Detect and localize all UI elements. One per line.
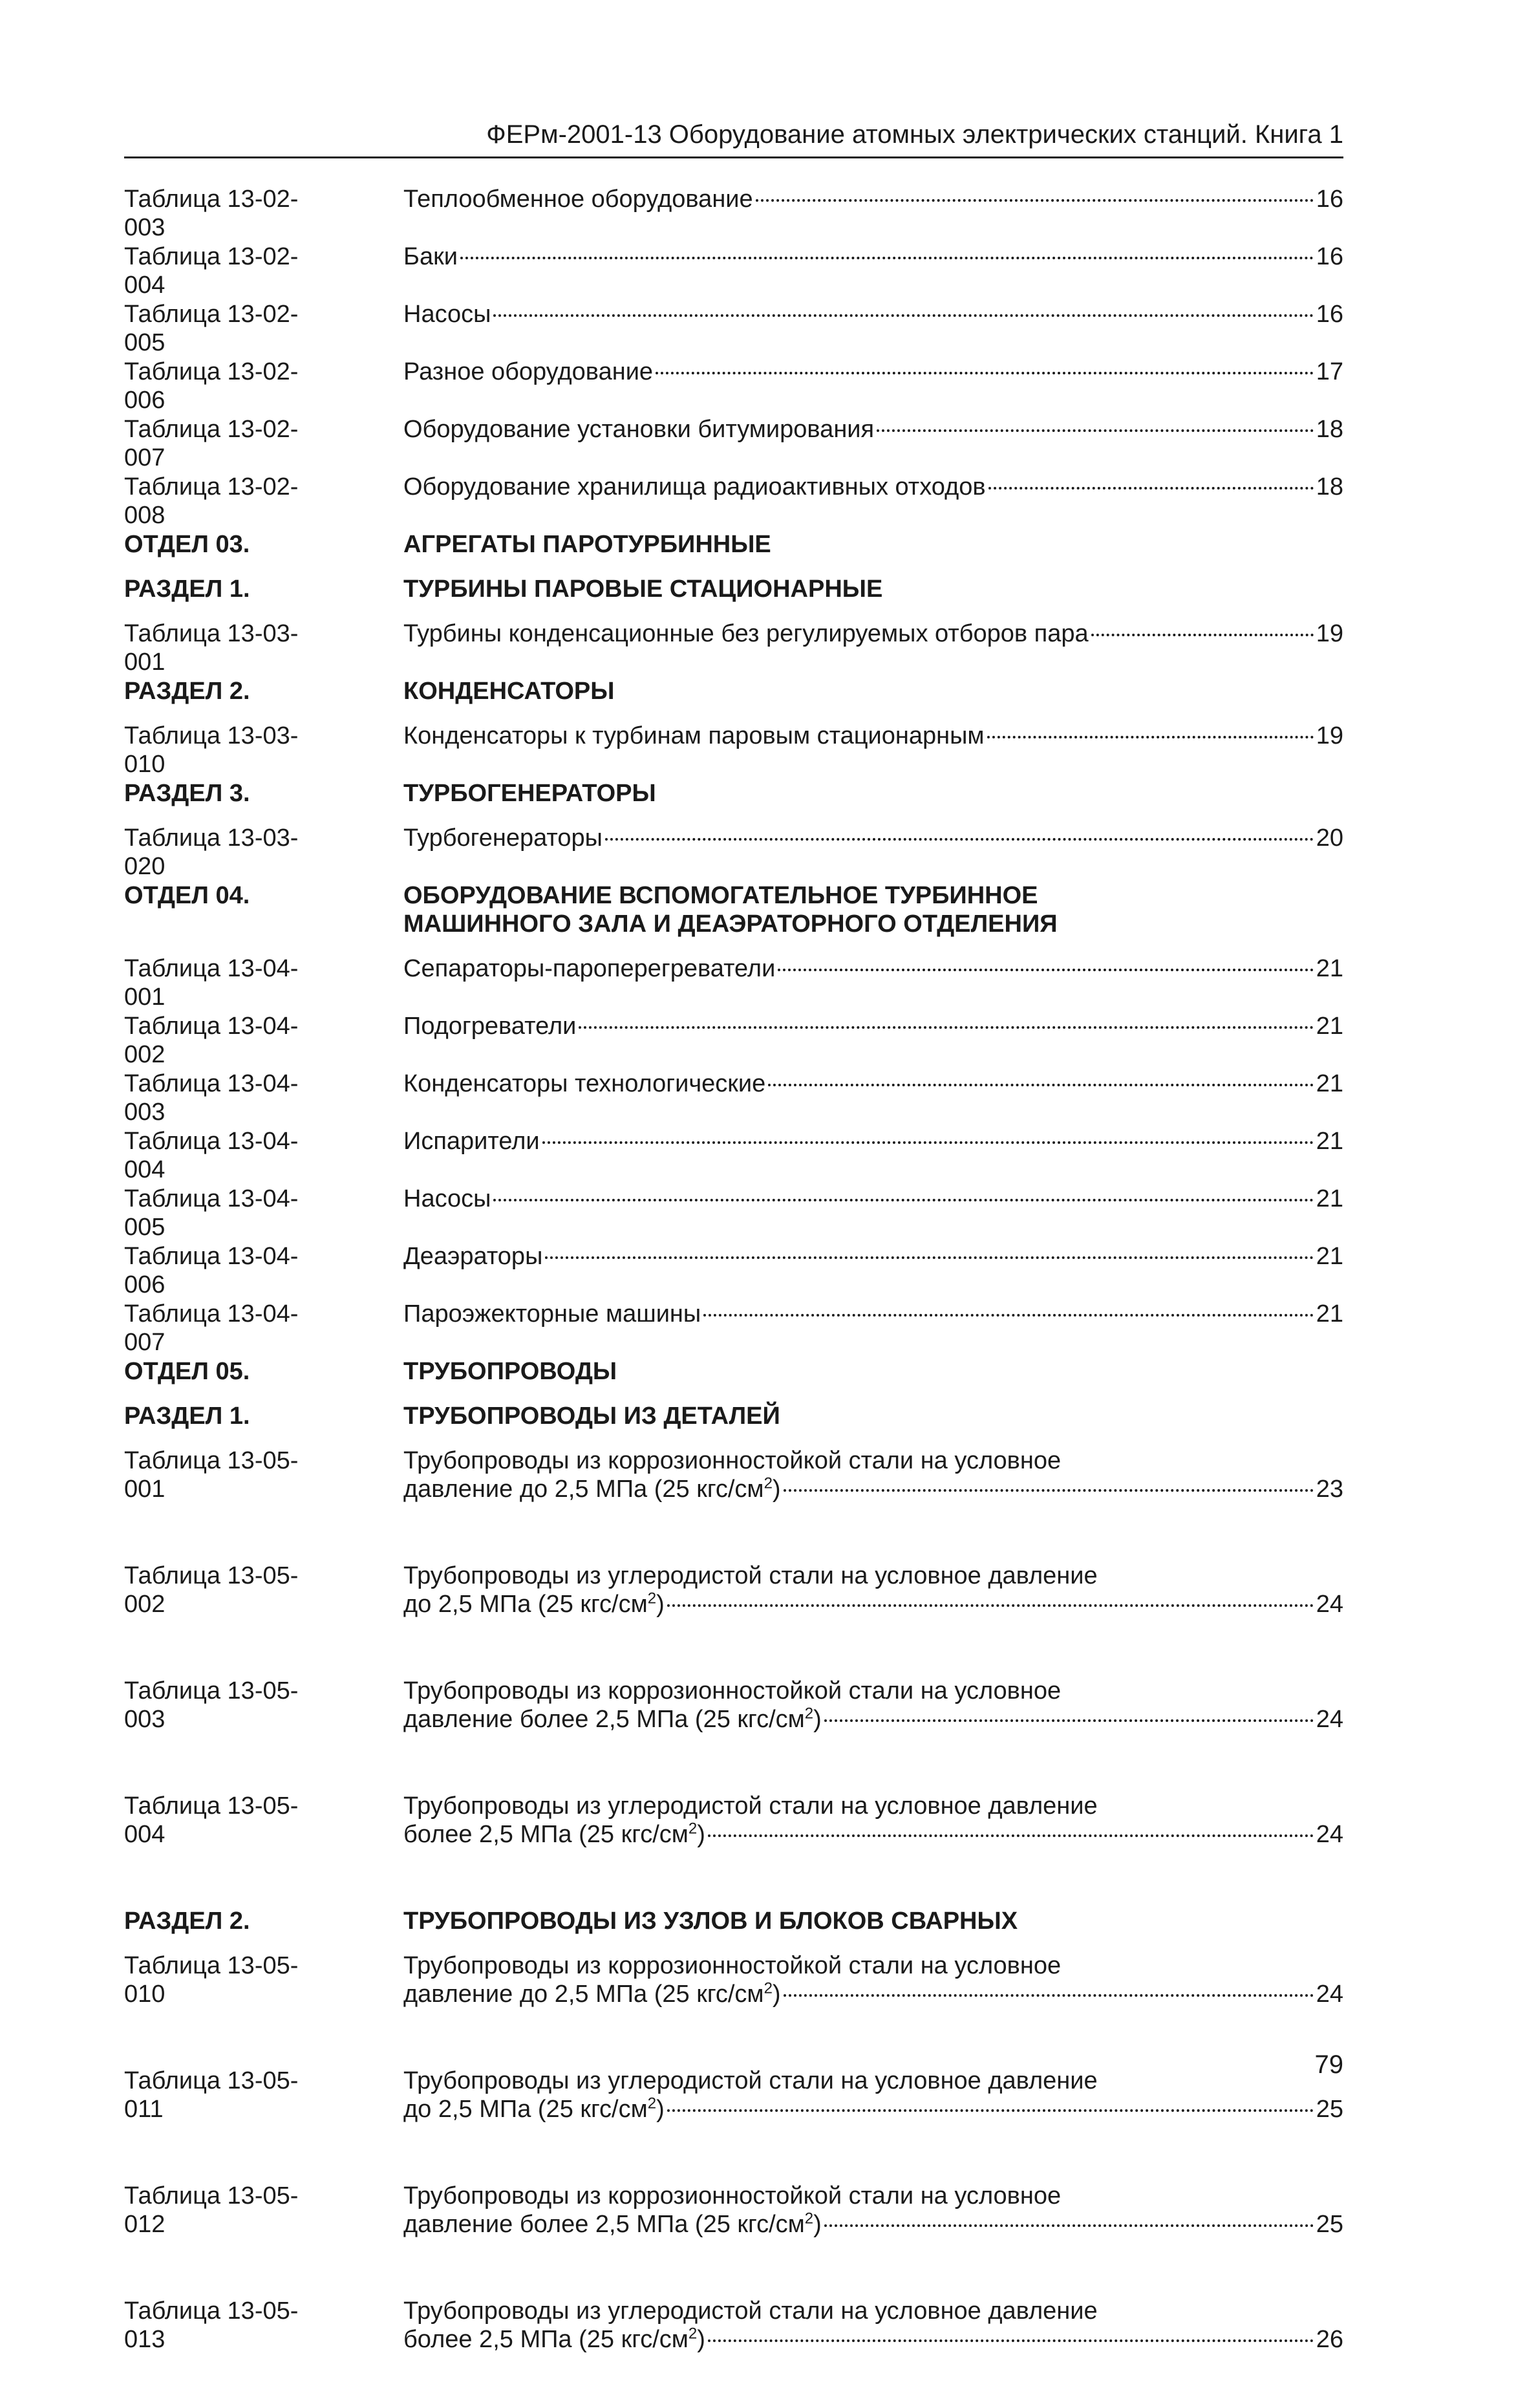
section-heading [124,526,1343,571]
entry-title-tail: ) [772,1476,781,1503]
toc-entry[interactable] [124,718,1343,778]
page-ref: 21 [1316,1013,1343,1040]
table-number: Таблица 13-04- 005 [124,1185,299,1241]
entry-title-line1: Трубопроводы из коррозионностойкой стали на условное [403,1952,1062,1979]
entry-title: Турбогенераторы [403,824,603,852]
entry-title-line1: Трубопроводы из коррозионностойкой стали на условное [403,1677,1062,1704]
page-ref: 21 [1316,955,1343,982]
dot-leader [784,1994,1314,1997]
page-ref: 21 [1316,1070,1343,1097]
section-title: ТУРБИНЫ ПАРОВЫЕ СТАЦИОНАРНЫЕ [403,575,883,603]
table-number: Таблица 13-03- 010 [124,722,299,778]
toc-entry[interactable] [124,1238,1343,1296]
dot-leader [703,1314,1314,1317]
table-number: Таблица 13-04- 006 [124,1243,299,1298]
page-ref: 18 [1316,416,1343,443]
table-number: Таблица 13-02- 008 [124,473,299,529]
entry-title: Разное оборудование [403,358,654,385]
table-number: Таблица 13-05- 001 [124,1447,299,1503]
section-heading [124,673,1343,718]
entry-title: Подогреватели [403,1013,577,1040]
page-ref: 16 [1316,243,1343,270]
table-number: Таблица 13-04- 001 [124,955,299,1011]
dot-leader [656,372,1314,374]
section-title: ТРУБОПРОВОДЫ ИЗ ДЕТАЛЕЙ [403,1403,780,1430]
entry-title-line1: Трубопроводы из углеродистой стали на условное давление [403,2297,1098,2325]
toc-entry[interactable] [124,1296,1343,1356]
toc-entry[interactable] [124,951,1343,1011]
superscript: 2 [688,2325,698,2343]
dot-leader [824,2224,1314,2227]
section-title: КОНДЕНСАТОРЫ [403,678,615,705]
toc-entry[interactable] [124,820,1343,880]
table-number: Таблица 13-02- 007 [124,416,299,471]
page-ref: 19 [1316,722,1343,749]
section-title: ТРУБОПРОВОДЫ ИЗ УЗЛОВ И БЛОКОВ СВАРНЫХ [403,1908,1018,1935]
entry-title-line2: до 2,5 МПа (25 кгс/см [403,1591,648,1618]
section-label: РАЗДЕЛ 3. [124,780,250,807]
entry-title-line2: давление более 2,5 МПа (25 кгс/см [403,2211,805,2238]
entry-title: Конденсаторы технологические [403,1070,766,1097]
toc-entry[interactable] [124,354,1343,414]
dot-leader [667,2109,1314,2112]
section-title: ТРУБОПРОВОДЫ [403,1358,617,1385]
page-ref: 25 [1316,2211,1343,2238]
section-title: ТУРБОГЕНЕРАТОРЫ [403,780,656,807]
dot-leader [1091,634,1314,636]
page-ref: 21 [1316,1128,1343,1155]
toc-entry[interactable] [124,469,1343,529]
page-number: 79 [1314,2050,1343,2079]
entry-title-line1: Трубопроводы из углеродистой стали на условное давление [403,2067,1098,2094]
entry-title-line2: давление до 2,5 МПа (25 кгс/см [403,1981,764,2008]
section-heading [124,1903,1343,1948]
superscript: 2 [804,2209,814,2228]
section-heading [124,775,1343,820]
table-number: Таблица 13-05- 002 [124,1562,299,1618]
toc-entry[interactable] [124,1008,1343,1066]
page-ref: 20 [1316,824,1343,852]
entry-title: Сепараторы-пароперегреватели [403,955,776,982]
superscript: 2 [647,2094,657,2112]
table-number: Таблица 13-04- 004 [124,1128,299,1183]
entry-title: Деаэраторы [403,1243,543,1270]
dot-leader [708,2339,1314,2342]
toc-entry[interactable] [124,1443,1343,1558]
entry-title: Конденсаторы к турбинам паровым стационарным [403,722,985,749]
dot-leader [460,257,1314,259]
entry-title-tail: ) [813,1706,822,1733]
toc-entry[interactable] [124,411,1343,469]
entry-title-tail: ) [656,2096,665,2123]
entry-title-line1: Трубопроводы из коррозионностойкой стали на условное [403,1447,1062,1474]
page-ref: 18 [1316,473,1343,500]
page-ref: 24 [1316,1706,1343,1733]
table-number: Таблица 13-05- 010 [124,1952,299,2008]
dot-leader [877,429,1314,432]
dot-leader [667,1604,1314,1607]
dot-leader [987,736,1314,738]
table-number: Таблица 13-02- 005 [124,301,299,356]
dot-leader [768,1084,1313,1086]
table-number: Таблица 13-04- 007 [124,1300,299,1356]
section-title: ОБОРУДОВАНИЕ ВСПОМОГАТЕЛЬНОЕ ТУРБИННОЕ МАШИННОГО ЗАЛА И ДЕАЭРАТОРНОГО ОТДЕЛЕНИЯ [403,882,1058,938]
page-ref: 24 [1316,1981,1343,2008]
entry-title-tail: ) [813,2211,822,2238]
page-ref: 21 [1316,1185,1343,1212]
page-ref: 24 [1316,1591,1343,1618]
dot-leader [605,838,1314,841]
dot-leader [708,1834,1314,1837]
entry-title: Баки [403,243,458,270]
toc-entry[interactable] [124,616,1343,676]
table-number: Таблица 13-05- 004 [124,1792,299,1848]
entry-title-line1: Трубопроводы из углеродистой стали на условное давление [403,1562,1098,1589]
toc-entry[interactable] [124,1066,1343,1126]
dot-leader [542,1141,1314,1144]
section-label: ОТДЕЛ 05. [124,1358,250,1385]
table-number: Таблица 13-02- 006 [124,358,299,414]
table-number: Таблица 13-05- 003 [124,1677,299,1733]
entry-title: Теплообменное оборудование [403,186,753,213]
dot-leader [545,1256,1313,1259]
dot-leader [778,969,1313,971]
section-label: РАЗДЕЛ 1. [124,575,250,603]
header-rule [124,156,1343,158]
page-ref: 16 [1316,186,1343,213]
page-ref: 17 [1316,358,1343,385]
section-label: РАЗДЕЛ 2. [124,678,250,705]
section-label: РАЗДЕЛ 1. [124,1403,250,1430]
toc-entry[interactable] [124,1181,1343,1241]
entry-title: Оборудование установки битумирования [403,416,875,443]
superscript: 2 [764,1474,773,1492]
toc-entry[interactable] [124,1673,1343,1788]
toc-entry[interactable] [124,1948,1343,2063]
table-number: Таблица 13-03- 020 [124,824,299,880]
entry-title: Испарители [403,1128,540,1155]
entry-title-line2: давление более 2,5 МПа (25 кгс/см [403,1706,805,1733]
dot-leader [988,487,1314,489]
section-heading [124,877,1343,951]
entry-title: Пароэжекторные машины [403,1300,701,1328]
toc-entry[interactable] [124,296,1343,354]
page-ref: 24 [1316,1821,1343,1848]
table-number: Таблица 13-05- 011 [124,2067,299,2123]
entry-title-tail: ) [656,1591,665,1618]
running-header: ФЕРм-2001-13 Оборудование атомных электрических станций. Книга 1 [486,120,1343,149]
entry-title-line2: более 2,5 МПа (25 кгс/см [403,2326,689,2353]
table-number: Таблица 13-02- 004 [124,243,299,299]
page-ref: 21 [1316,1300,1343,1328]
toc-entry[interactable] [124,2178,1343,2293]
dot-leader [756,199,1314,202]
toc-entry[interactable] [124,1788,1343,1903]
entry-title-line2: давление до 2,5 МПа (25 кгс/см [403,1476,764,1503]
dot-leader [493,314,1313,317]
page-ref: 21 [1316,1243,1343,1270]
section-heading [124,571,1343,616]
page-ref: 19 [1316,620,1343,647]
table-number: Таблица 13-05- 012 [124,2182,299,2238]
section-title: АГРЕГАТЫ ПАРОТУРБИННЫЕ [403,531,771,558]
entry-title-tail: ) [697,2326,705,2353]
dot-leader [579,1026,1313,1029]
dot-leader [784,1489,1314,1492]
toc-entry[interactable] [124,1558,1343,1673]
entry-title-tail: ) [697,1821,705,1848]
section-label: РАЗДЕЛ 2. [124,1908,250,1935]
entry-title: Насосы [403,1185,491,1212]
section-label: ОТДЕЛ 04. [124,882,250,909]
dot-leader [824,1719,1314,1722]
toc-entry[interactable] [124,181,1343,239]
table-number: Таблица 13-03- 001 [124,620,299,676]
page-ref: 26 [1316,2326,1343,2353]
entry-title: Оборудование хранилища радиоактивных отходов [403,473,986,500]
page-ref: 23 [1316,1476,1343,1503]
entry-title-line1: Трубопроводы из коррозионностойкой стали на условное [403,2182,1062,2209]
entry-title-line1: Трубопроводы из углеродистой стали на условное давление [403,1792,1098,1820]
entry-title: Насосы [403,301,491,328]
section-heading [124,1398,1343,1443]
table-number: Таблица 13-04- 002 [124,1013,299,1068]
section-heading [124,1353,1343,1398]
toc-entry[interactable] [124,2293,1343,2408]
superscript: 2 [647,1589,657,1607]
toc-entry[interactable] [124,239,1343,299]
superscript: 2 [804,1704,814,1723]
page-ref: 16 [1316,301,1343,328]
table-number: Таблица 13-04- 003 [124,1070,299,1126]
entry-title-line2: до 2,5 МПа (25 кгс/см [403,2096,648,2123]
table-number: Таблица 13-05- 013 [124,2297,299,2353]
entry-title-line2: более 2,5 МПа (25 кгс/см [403,1821,689,1848]
dot-leader [493,1199,1313,1201]
toc-entry[interactable] [124,1123,1343,1181]
superscript: 2 [764,1979,773,1997]
table-number: Таблица 13-02- 003 [124,186,299,241]
entry-title: Турбины конденсационные без регулируемых отборов пара [403,620,1089,647]
section-label: ОТДЕЛ 03. [124,531,250,558]
page-ref: 25 [1316,2096,1343,2123]
superscript: 2 [688,1820,698,1838]
entry-title-tail: ) [772,1981,781,2008]
